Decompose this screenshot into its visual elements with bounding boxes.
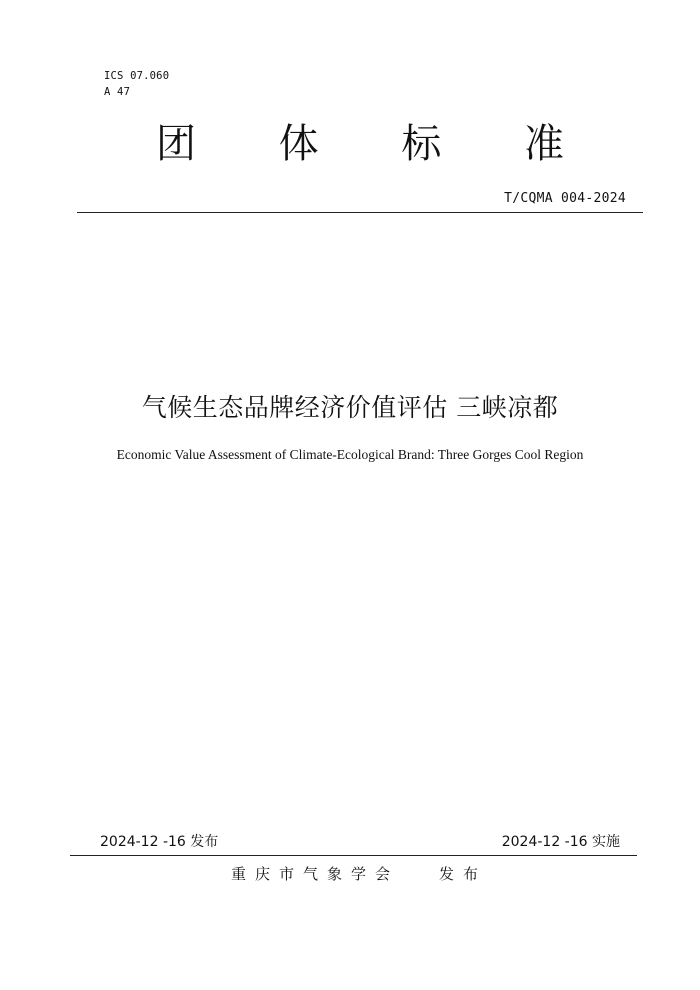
publisher-name: 重庆市气象学会	[231, 865, 400, 883]
top-divider	[77, 212, 643, 213]
english-title: Economic Value Assessment of Climate-Ecological Brand: Three Gorges Cool Region	[116, 447, 584, 462]
implementation-date: 2024-12 -16 实施	[501, 834, 620, 850]
doc-type-char: 标	[401, 121, 442, 167]
doc-type-char: 团	[156, 121, 196, 167]
publish-label: 发布	[439, 865, 488, 883]
bottom-divider	[70, 855, 637, 856]
doc-type-char: 体	[278, 121, 319, 167]
standard-number: T/CQMA 004-2024	[504, 191, 626, 206]
doc-type-char: 准	[523, 121, 564, 167]
classification-code: A 47	[104, 86, 131, 98]
chinese-title: 气候生态品牌经济价值评估 三峡凉都	[141, 393, 559, 422]
publish-date: 2024-12 -16 发布	[100, 834, 219, 850]
ics-code: ICS 07.060	[104, 70, 170, 82]
document-type-heading	[150, 118, 570, 170]
